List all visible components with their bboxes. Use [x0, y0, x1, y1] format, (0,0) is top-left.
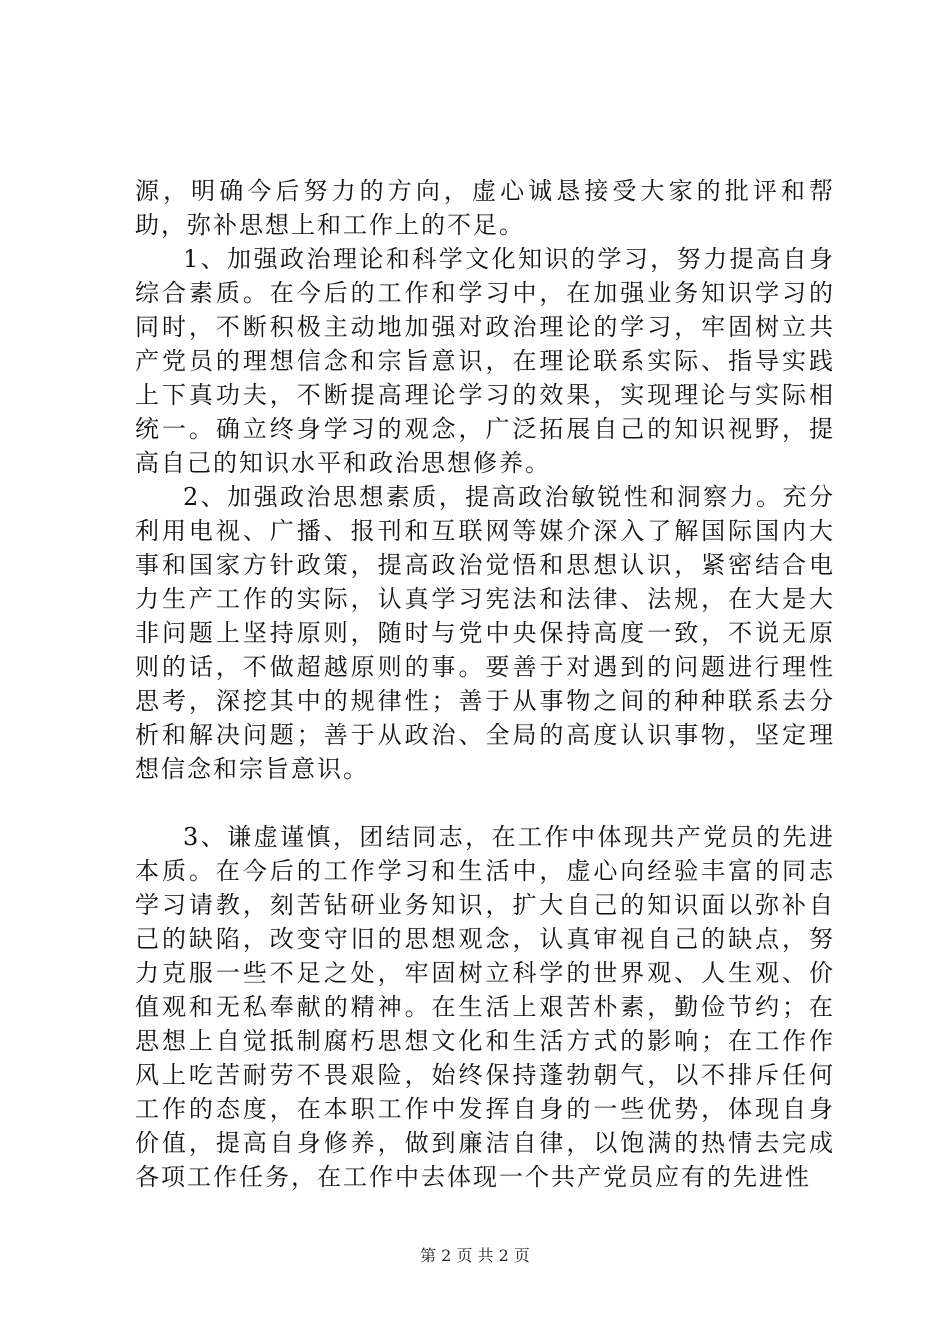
paragraph-spacer: [135, 786, 835, 820]
page-number-footer: 第 2 页 共 2 页: [420, 1246, 530, 1265]
paragraph-item-2: 2、加强政治思想素质，提高政治敏锐性和洞察力。充分利用电视、广播、报刊和互联网等媒介深入了解国际国内大事和国家方针政策，提高政治觉悟和思想认识，紧密结合电力生产工作的实际，认真学习宪法和法律、法规，在大是大非问题上坚持原则，随时与党中央保持高度一致，不说无原则的话，不做超越原则的事。要善于对遇到的问题进行理性思考，深挖其中的规律性；善于从事物之间的种种联系去分析和解决问题；善于从政治、全局的高度认识事物，坚定理想信念和宗旨意识。: [135, 483, 835, 783]
paragraph-item-1: 1、加强政治理论和科学文化知识的学习，努力提高自身综合素质。在今后的工作和学习中，在加强业务知识学习的同时，不断积极主动地加强对政治理论的学习，牢固树立共产党员的理想信念和宗旨意识，在理论联系实际、指导实践上下真功夫，不断提高理论学习的效果，实现理论与实际相统一。确立终身学习的观念，广泛拓展自己的知识视野，提高自己的知识水平和政治思想修养。: [135, 245, 835, 477]
paragraph-continuation: 源，明确今后努力的方向，虚心诚恳接受大家的批评和帮助，弥补思想上和工作上的不足。: [135, 177, 835, 239]
document-body: [135, 174, 835, 1194]
paragraph-item-3: 3、谦虚谨慎，团结同志，在工作中体现共产党员的先进本质。在今后的工作学习和生活中，虚心向经验丰富的同志学习请教，刻苦钻研业务知识，扩大自己的知识面以弥补自己的缺陷，改变守旧的思想观念，认真审视自己的缺点，努力克服一些不足之处，牢固树立科学的世界观、人生观、价值观和无私奉献的精神。在生活上艰苦朴素，勤俭节约；在思想上自觉抵制腐朽思想文化和生活方式的影响；在工作作风上吃苦耐劳不畏艰险，始终保持蓬勃朝气，以不排斥任何工作的态度，在本职工作中发挥自身的一些优势，体现自身价值，提高自身修养，做到廉洁自律，以饱满的热情去完成各项工作任务，在工作中去体现一个共产党员应有的先进性: [135, 823, 835, 1191]
